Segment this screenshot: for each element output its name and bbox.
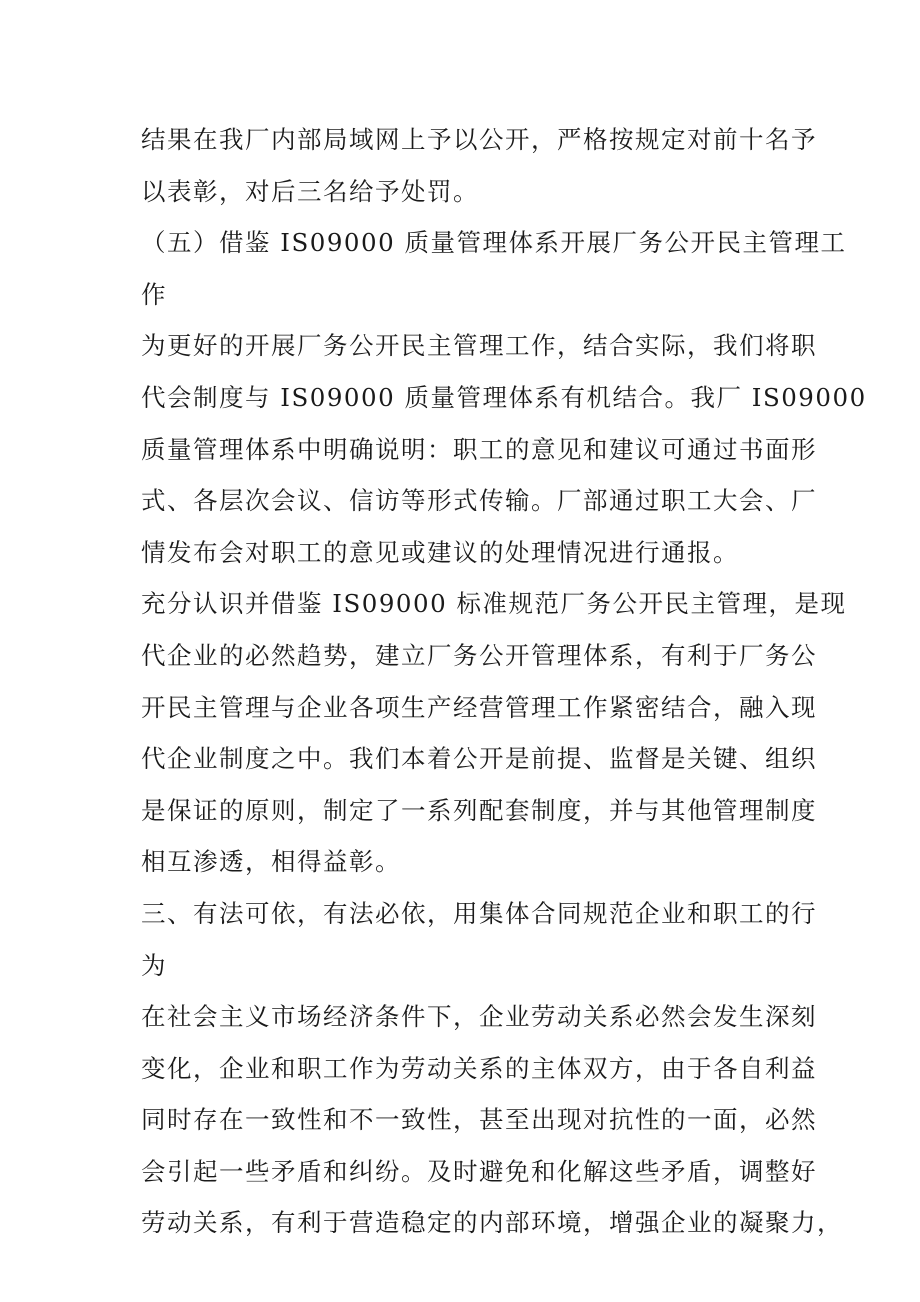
document-body xyxy=(141,114,867,1249)
text-line: 情发布会对职工的意见或建议的处理情况进行通报。 xyxy=(141,537,739,567)
section-heading-line: （五）借鉴 IS09000 质量管理体系开展厂务公开民主管理工 xyxy=(141,228,847,258)
text-line: 劳动关系，有利于营造稳定的内部环境，增强企业的凝聚力， xyxy=(141,1208,843,1238)
text-line: 式、各层次会议、信访等形式传输。厂部通过职工大会、厂 xyxy=(141,486,817,516)
text-line: 充分认识并借鉴 IS09000 标准规范厂务公开民主管理，是现 xyxy=(141,589,847,619)
section-heading-line: 作 xyxy=(141,279,167,309)
text-line: 结果在我厂内部局域网上予以公开，严格按规定对前十名予 xyxy=(141,125,817,154)
text-line: 为更好的开展厂务公开民主管理工作，结合实际，我们将职 xyxy=(141,331,817,361)
text-line: 会引起一些矛盾和纠纷。及时避免和化解这些矛盾，调整好 xyxy=(141,1156,817,1186)
text-line: 以表彰，对后三名给予处罚。 xyxy=(141,176,479,206)
text-line: 开民主管理与企业各项生产经营管理工作紧密结合，融入现 xyxy=(141,692,817,722)
text-line: 同时存在一致性和不一致性，甚至出现对抗性的一面，必然 xyxy=(141,1105,817,1135)
text-line: 代企业的必然趋势，建立厂务公开管理体系，有利于厂务公 xyxy=(141,640,817,670)
section-heading-line: 三、有法可依，有法必依，用集体合同规范企业和职工的行 xyxy=(141,898,817,928)
text-line: 变化，企业和职工作为劳动关系的主体双方，由于各自利益 xyxy=(141,1053,817,1083)
text-line: 是保证的原则，制定了一系列配套制度，并与其他管理制度 xyxy=(141,795,817,825)
text-line: 在社会主义市场经济条件下，企业劳动关系必然会发生深刻 xyxy=(141,1002,817,1032)
section-heading-line: 为 xyxy=(141,950,167,980)
text-line: 相互渗透，相得益彰。 xyxy=(141,847,401,877)
text-line: 质量管理体系中明确说明：职工的意见和建议可通过书面形 xyxy=(141,434,817,464)
text-line: 代企业制度之中。我们本着公开是前提、监督是关键、组织 xyxy=(141,744,817,774)
text-line: 代会制度与 IS09000 质量管理体系有机结合。我厂 IS09000 xyxy=(141,382,867,412)
